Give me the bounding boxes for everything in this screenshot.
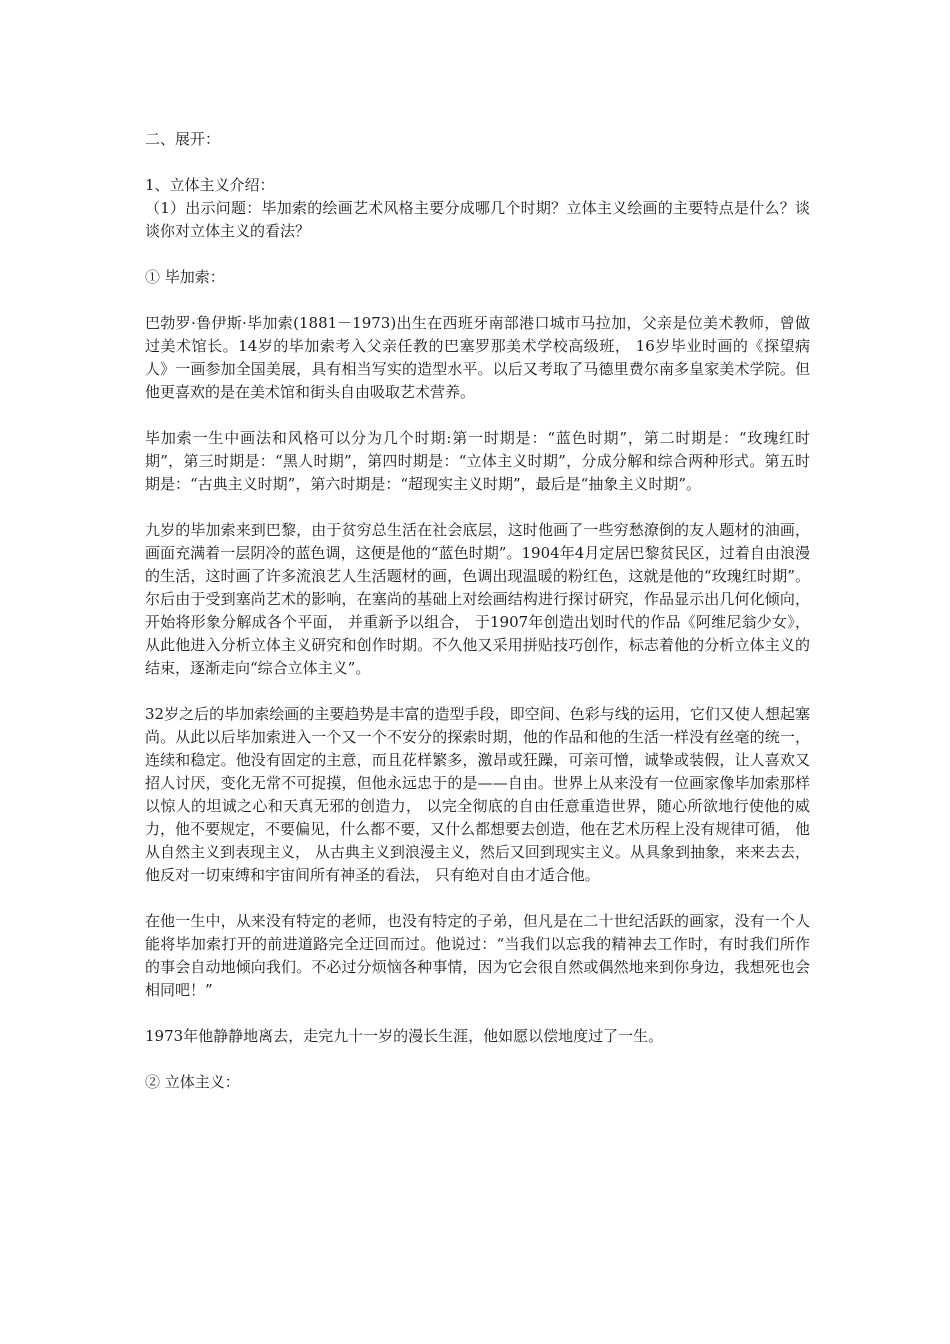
spacer <box>145 404 810 427</box>
question-paragraph: （1）出示问题：毕加索的绘画艺术风格主要分成哪几个时期？立体主义绘画的主要特点是什么？谈谈你对立体主义的看法？ <box>145 199 810 240</box>
paragraph-legacy: 在他一生中，从来没有特定的老师，也没有特定的子弟，但凡是在二十世纪活跃的画家，没有一个人能将毕加索打开的前进道路完全迂回而过。他说过：“当我们以忘我的精神去工作时，有时我们所作的事会自动地倾向我们。不必过分烦恼各种事情，因为它会很自然或偶然地来到你身边，我想死也会相同吧！” <box>145 912 810 999</box>
spacer <box>145 243 810 266</box>
paragraph-biography: 巴勃罗·鲁伊斯·毕加索(1881－1973)出生在西班牙南部港口城市马拉加，父亲是位美术教师，曾做过美术馆长。14岁的毕加索考入父亲任教的巴塞罗那美术学校高级班， 16岁毕业时画的《探望病人》一画参加全国美展，具有相当写实的造型水平。以后又考取了马德里费尔南多皇家美术学院。但他更喜欢的是在美术馆和街头自由吸取艺术营养。 <box>145 314 810 401</box>
paragraph-periods: 毕加索一生中画法和风格可以分为几个时期:第一时期是：“蓝色时期”，第二时期是：“玫瑰红时期”，第三时期是：“黑人时期”，第四时期是：“立体主义时期”，分成分解和综合两种形式。第五时期是：“古典主义时期”，第六时期是：“超现实主义时期”，最后是“抽象主义时期”。 <box>145 429 810 493</box>
item-2-label: ② 立体主义： <box>145 1073 240 1091</box>
spacer <box>145 1048 810 1071</box>
spacer <box>145 1002 810 1025</box>
paragraph-paris: 九岁的毕加索来到巴黎，由于贫穷总生活在社会底层，这时他画了一些穷愁潦倒的友人题材的油画，画面充满着一层阴冷的蓝色调，这便是他的“蓝色时期”。1904年4月定居巴黎贫民区，过着自由浪漫的生活，这时画了许多流浪艺人生活题材的画，色调出现温暖的粉红色，这就是他的“玫瑰红时期”。尔后由于受到塞尚艺术的影响，在塞尚的基础上对绘画结构进行探讨研究，作品显示出几何化倾向， 开始将形象分解成各个平面， 并重新予以组合， 于1907年创造出划时代的作品《阿维尼翁少女》，从此他进入分析立体主义研究和创作时期。不久他又采用拼贴技巧创作，标志着他的分析立体主义的结束，逐渐走向“综合立体主义”。 <box>145 521 810 677</box>
spacer <box>145 496 810 519</box>
paragraph-later-years: 32岁之后的毕加索绘画的主要趋势是丰富的造型手段，即空间、色彩与线的运用，它们又使人想起塞尚。从此以后毕加索进入一个又一个不安分的探索时期，他的作品和他的生活一样没有丝毫的统一，连续和稳定。他没有固定的主意，而且花样繁多，激昂或狂躁，可亲可憎，诚挚或装假，让人喜欢又招人讨厌，变化无常不可捉摸，但他永远忠于的是——自由。世界上从来没有一位画家像毕加索那样以惊人的坦诚之心和天真无邪的创造力， 以完全彻底的自由任意重造世界，随心所欲地行使他的威力，他不要规定，不要偏见，什么都不要，又什么都想要去创造，他在艺术历程上没有规律可循， 他从自然主义到表现主义， 从古典主义到浪漫主义，然后又回到现实主义。从具象到抽象，来来去去，他反对一切束缚和宇宙间所有神圣的看法， 只有绝对自由才适合他。 <box>145 705 810 884</box>
paragraph-death: 1973年他静静地离去，走完九十一岁的漫长生涯，他如愿以偿地度过了一生。 <box>145 1027 664 1045</box>
document-page <box>145 128 810 1094</box>
item-1-label: ① 毕加索： <box>145 268 225 286</box>
subheading: 1、立体主义介绍： <box>145 176 275 194</box>
spacer <box>145 680 810 703</box>
section-heading: 二、展开： <box>145 130 221 148</box>
spacer <box>145 887 810 910</box>
spacer <box>145 289 810 312</box>
spacer <box>145 151 810 174</box>
